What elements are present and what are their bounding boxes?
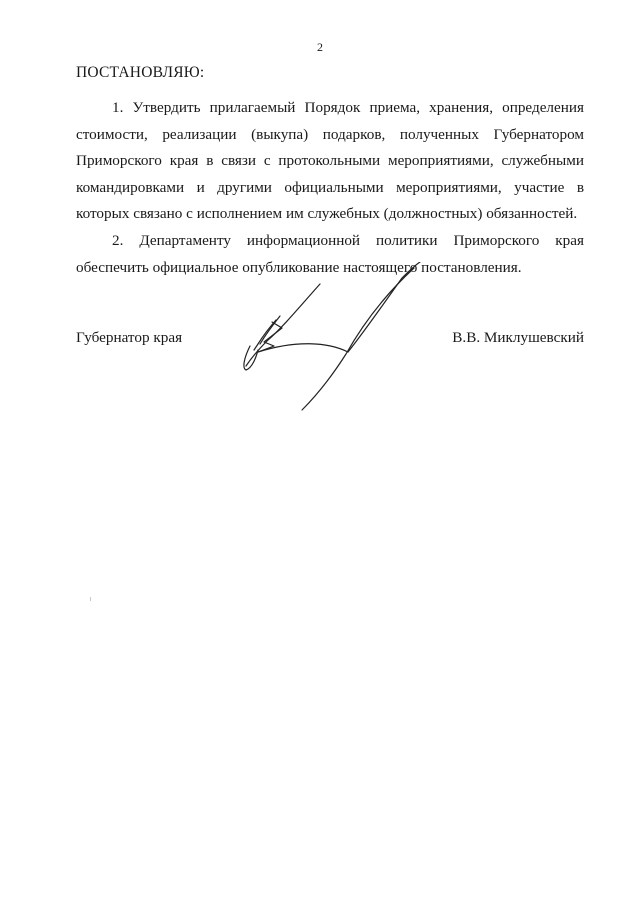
paragraph-1-text: 1. Утвердить прилагаемый Порядок приема, хранения, определения стоимости, реализации (выкупа) подарков, полученных Губернатором Приморского края в связи с протокольными мероприятиями, служебными командировками и другими официальными мероприятиями, участие в которых связано с исполнением им служебных (должностных) обязанностей.: [76, 99, 584, 222]
paragraph-1: [76, 95, 584, 228]
paragraph-2-first-line-text: 2. Департаменту информационной политики Приморского края: [112, 232, 584, 249]
paragraph-2-first-line: [76, 228, 584, 255]
signatory-title: Губернатор края: [76, 329, 183, 346]
scan-artifact: [90, 597, 91, 601]
paragraph-2-rest-text: обеспечить официальное опубликование настоящего постановления.: [76, 258, 522, 276]
page-number: 2: [317, 40, 323, 54]
handwritten-signature: [236, 262, 436, 414]
signatory-name: В.В. Миклушевский: [452, 329, 584, 346]
resolution-heading: ПОСТАНОВЛЯЮ:: [76, 64, 205, 81]
signature-strokes: [236, 262, 436, 414]
